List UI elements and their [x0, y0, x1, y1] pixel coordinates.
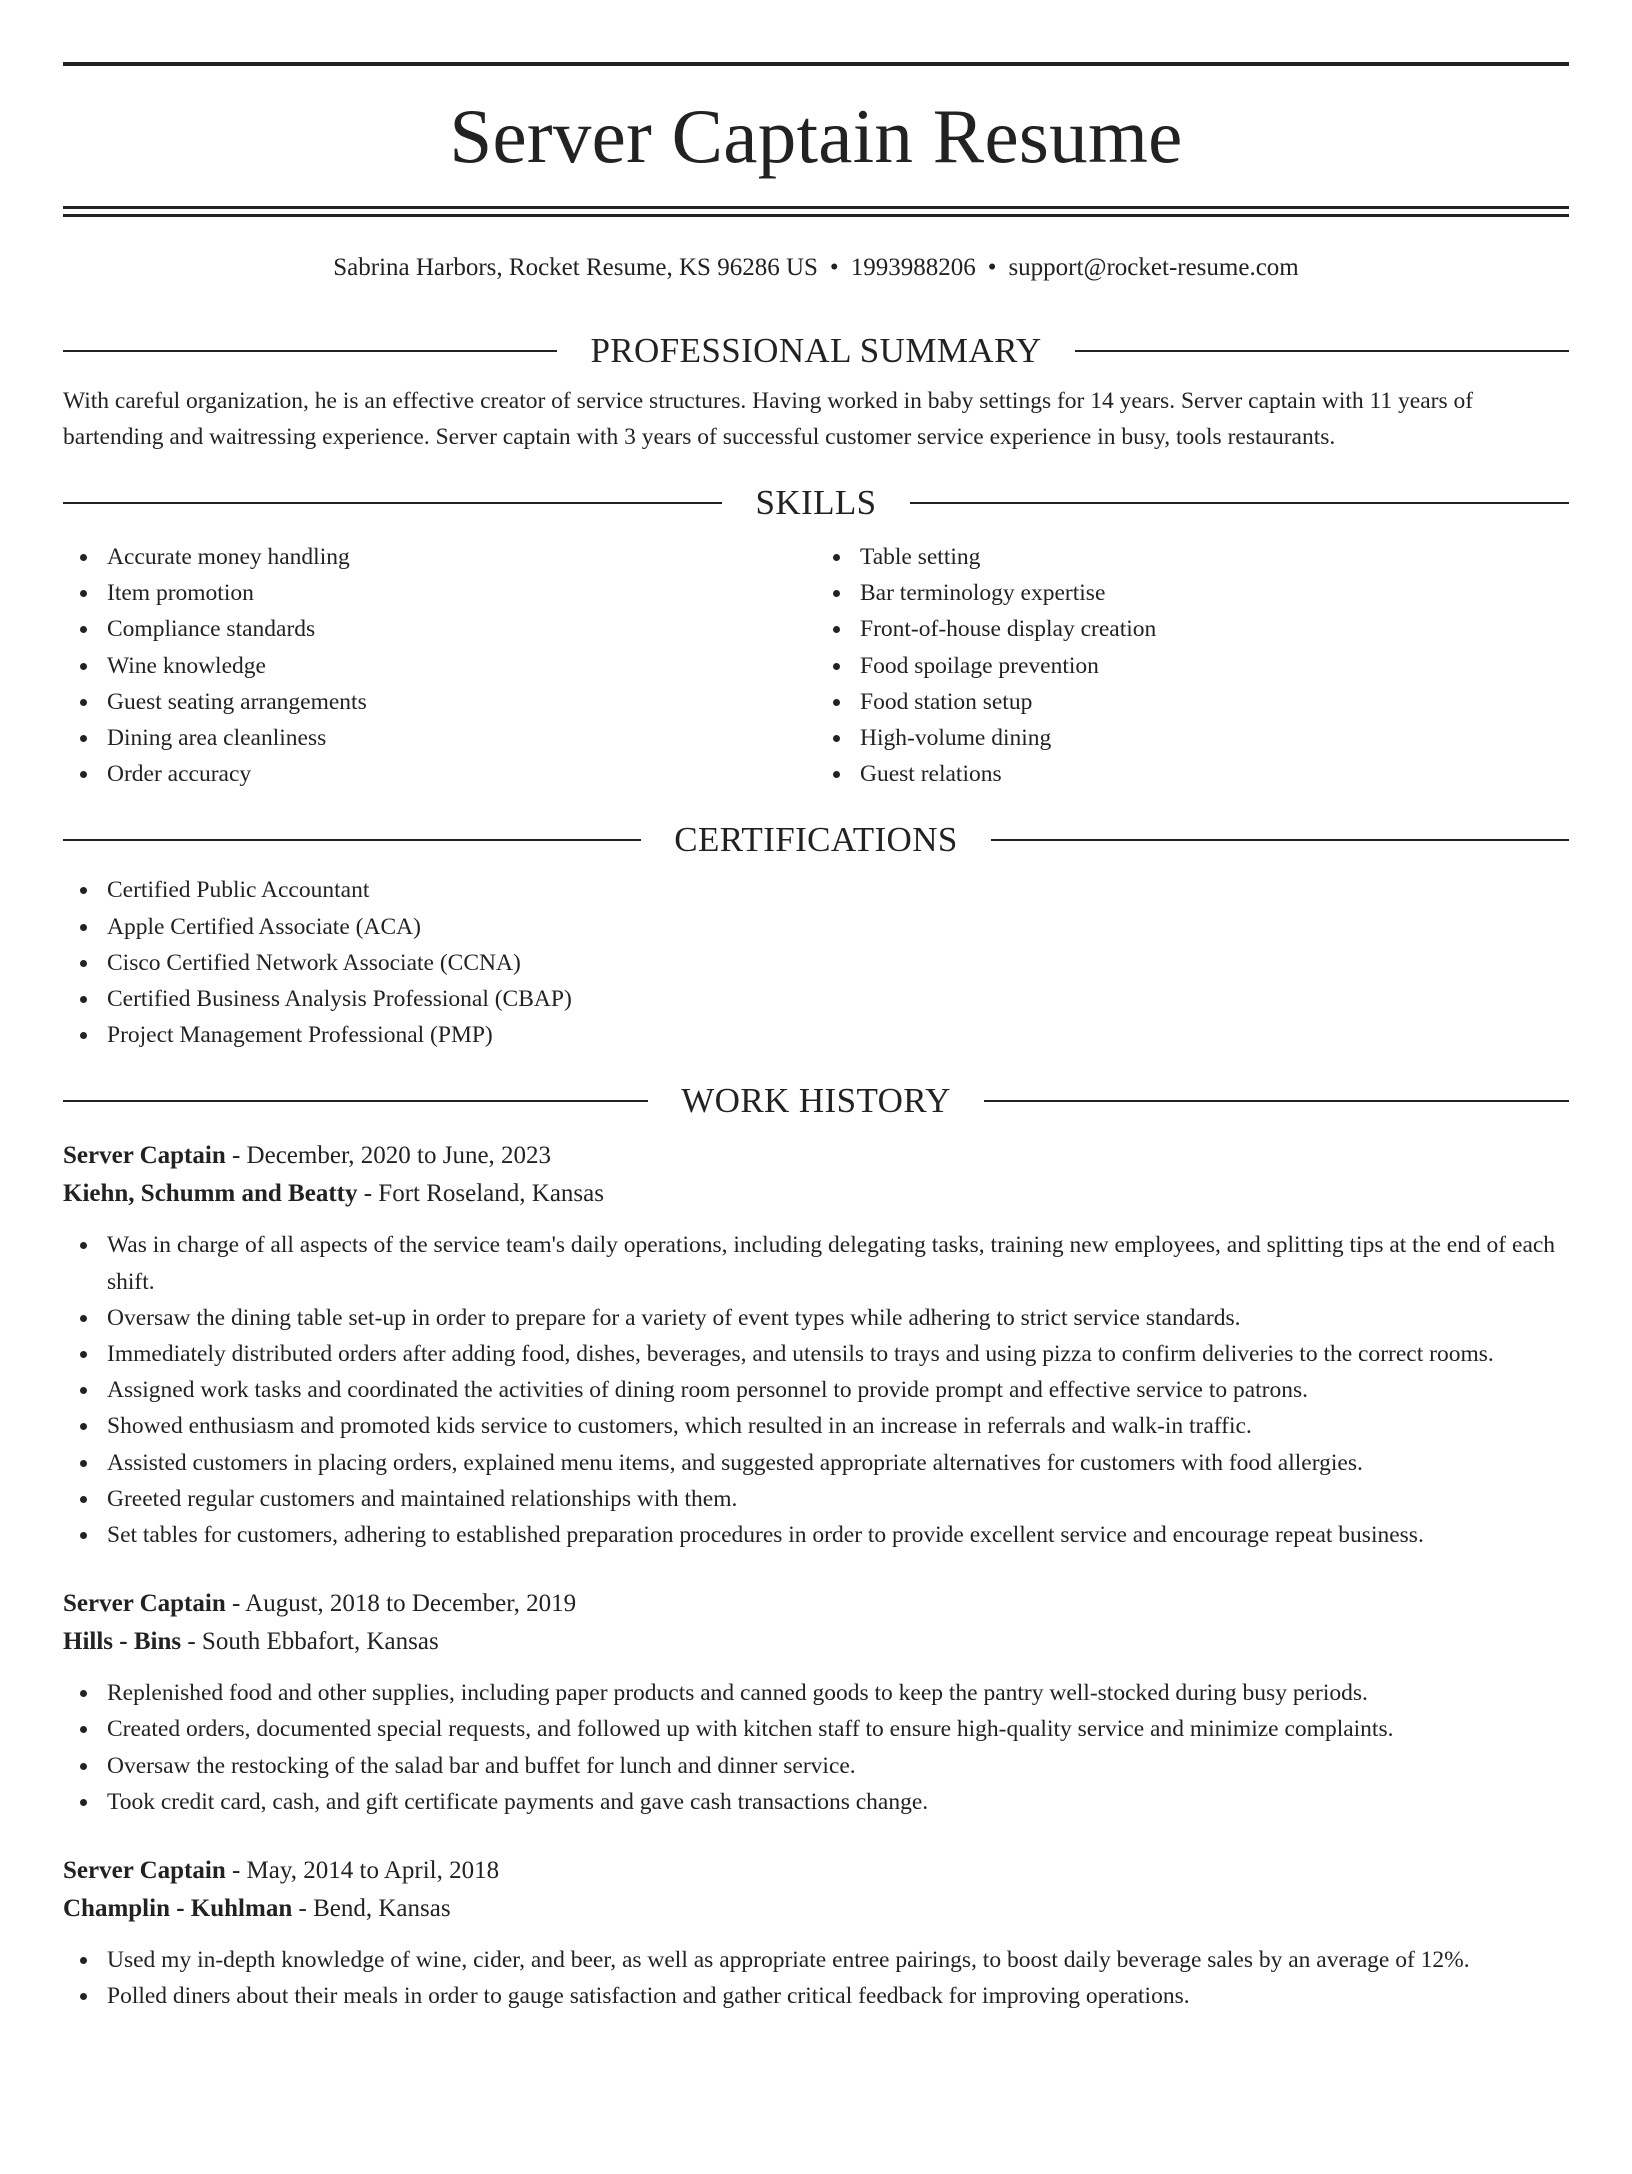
skill-item: Item promotion — [107, 575, 816, 611]
job-duty: Took credit card, cash, and gift certificate payments and gave cash transactions change. — [107, 1784, 1569, 1820]
job-company-line — [63, 1890, 1569, 1928]
job-dates: - May, 2014 to April, 2018 — [225, 1857, 500, 1885]
summary-text: With careful organization, he is an effective creator of service structures. Having worked in baby settings for 14 years. Server captain with 11 years of bartending and waitressing experience. Server captain with 3 years of successful customer service experience in busy, tools restaurants. — [63, 388, 1474, 450]
job-duty: Used my in-depth knowledge of wine, cider, and beer, as well as appropriate entree pairings, to boost daily beverage sales by an average of 12%. — [107, 1942, 1569, 1978]
section-header-certifications — [63, 818, 1569, 862]
skill-item: Food station setup — [860, 684, 1569, 720]
section-title-summary: PROFESSIONAL SUMMARY — [590, 331, 1042, 370]
skill-item: Table setting — [860, 539, 1569, 575]
contact-email[interactable]: support@rocket-resume.com — [1008, 254, 1299, 281]
skill-item: High-volume dining — [860, 720, 1569, 756]
skill-item: Accurate money handling — [107, 539, 816, 575]
certification-item: Cisco Certified Network Associate (CCNA) — [107, 945, 1569, 981]
job-duty: Greeted regular customers and maintained relationships with them. — [107, 1481, 1569, 1517]
resume-page — [0, 62, 1632, 2174]
skill-item: Wine knowledge — [107, 648, 816, 684]
contact-separator: • — [829, 254, 839, 281]
section-rule — [910, 502, 1569, 504]
job-company-line — [63, 1623, 1569, 1661]
section-header-work-history — [63, 1079, 1569, 1123]
skill-item: Bar terminology expertise — [860, 575, 1569, 611]
certifications-list — [63, 872, 1569, 1053]
section-rule — [984, 1100, 1569, 1102]
job-company: Champlin - Kuhlman — [63, 1895, 293, 1923]
section-rule — [1075, 350, 1569, 352]
skill-item: Guest seating arrangements — [107, 684, 816, 720]
job-duty: Showed enthusiasm and promoted kids service to customers, which resulted in an increase in referrals and walk-in traffic. — [107, 1408, 1569, 1444]
certification-item: Apple Certified Associate (ACA) — [107, 909, 1569, 945]
skills-column-left — [63, 539, 816, 792]
job-duties-list — [63, 1675, 1569, 1820]
section-rule — [63, 502, 722, 504]
job-duty: Created orders, documented special requests, and followed up with kitchen staff to ensure high-quality service and minimize complaints. — [107, 1711, 1569, 1747]
job-title-line — [63, 1585, 1569, 1623]
page-title: Server Captain Resume — [449, 93, 1183, 179]
job-title-line — [63, 1852, 1569, 1890]
job-duty: Was in charge of all aspects of the service team's daily operations, including delegating tasks, training new employees, and splitting tips at the end of each shift. — [107, 1227, 1569, 1299]
job-duty: Oversaw the dining table set-up in order to prepare for a variety of event types while adhering to strict service standards. — [107, 1300, 1569, 1336]
job-entry — [63, 1137, 1569, 1553]
section-title-certifications: CERTIFICATIONS — [674, 820, 958, 860]
job-company: Kiehn, Schumm and Beatty — [63, 1180, 358, 1208]
job-location: - South Ebbafort, Kansas — [181, 1628, 439, 1656]
section-rule — [991, 839, 1569, 841]
skill-item: Compliance standards — [107, 611, 816, 647]
job-duty: Set tables for customers, adhering to established preparation procedures in order to provide excellent service and encourage repeat business. — [107, 1517, 1569, 1553]
job-position: Server Captain — [63, 1857, 226, 1885]
job-location: - Fort Roseland, Kansas — [357, 1180, 604, 1208]
contact-phone: 1993988206 — [850, 254, 976, 281]
skill-item: Food spoilage prevention — [860, 648, 1569, 684]
job-duty: Assisted customers in placing orders, explained menu items, and suggested appropriate alternatives for customers with food allergies. — [107, 1445, 1569, 1481]
job-dates: - December, 2020 to June, 2023 — [225, 1142, 552, 1170]
job-duties-list — [63, 1942, 1569, 2014]
job-entry — [63, 1852, 1569, 2014]
skills-grid — [63, 539, 1569, 792]
job-title-line — [63, 1137, 1569, 1175]
contact-line — [63, 251, 1569, 285]
job-duty: Assigned work tasks and coordinated the activities of dining room personnel to provide prompt and effective service to patrons. — [107, 1372, 1569, 1408]
contact-address: Sabrina Harbors, Rocket Resume, KS 96286 US — [333, 254, 818, 281]
job-dates: - August, 2018 to December, 2019 — [225, 1590, 577, 1618]
job-position: Server Captain — [63, 1142, 226, 1170]
section-title-skills: SKILLS — [755, 483, 877, 522]
contact-separator: • — [987, 254, 997, 281]
top-rule — [63, 62, 1569, 66]
certification-item: Project Management Professional (PMP) — [107, 1017, 1569, 1053]
section-title-work-history: WORK HISTORY — [681, 1081, 951, 1121]
section-rule — [63, 839, 641, 841]
section-header-skills — [63, 481, 1569, 525]
job-company-line — [63, 1175, 1569, 1213]
job-duties-list — [63, 1227, 1569, 1553]
job-position: Server Captain — [63, 1590, 226, 1618]
skill-item: Order accuracy — [107, 756, 816, 792]
job-location: - Bend, Kansas — [292, 1895, 451, 1923]
job-duty: Oversaw the restocking of the salad bar and buffet for lunch and dinner service. — [107, 1748, 1569, 1784]
job-duty: Replenished food and other supplies, including paper products and canned goods to keep the pantry well-stocked during busy periods. — [107, 1675, 1569, 1711]
job-duty: Immediately distributed orders after adding food, dishes, beverages, and utensils to trays and using pizza to confirm deliveries to the correct rooms. — [107, 1336, 1569, 1372]
skills-list-right — [816, 539, 1569, 792]
job-duty: Polled diners about their meals in order to gauge satisfaction and gather critical feedback for improving operations. — [107, 1978, 1569, 2014]
job-company: Hills - Bins — [63, 1628, 182, 1656]
section-rule — [63, 350, 557, 352]
title-double-rule — [63, 206, 1569, 217]
skill-item: Front-of-house display creation — [860, 611, 1569, 647]
skill-item: Dining area cleanliness — [107, 720, 816, 756]
section-header-summary — [63, 329, 1569, 373]
job-entry — [63, 1585, 1569, 1820]
skill-item: Guest relations — [860, 756, 1569, 792]
section-rule — [63, 1100, 648, 1102]
skills-column-right — [816, 539, 1569, 792]
skills-list-left — [63, 539, 816, 792]
certification-item: Certified Business Analysis Professional (CBAP) — [107, 981, 1569, 1017]
certification-item: Certified Public Accountant — [107, 872, 1569, 908]
